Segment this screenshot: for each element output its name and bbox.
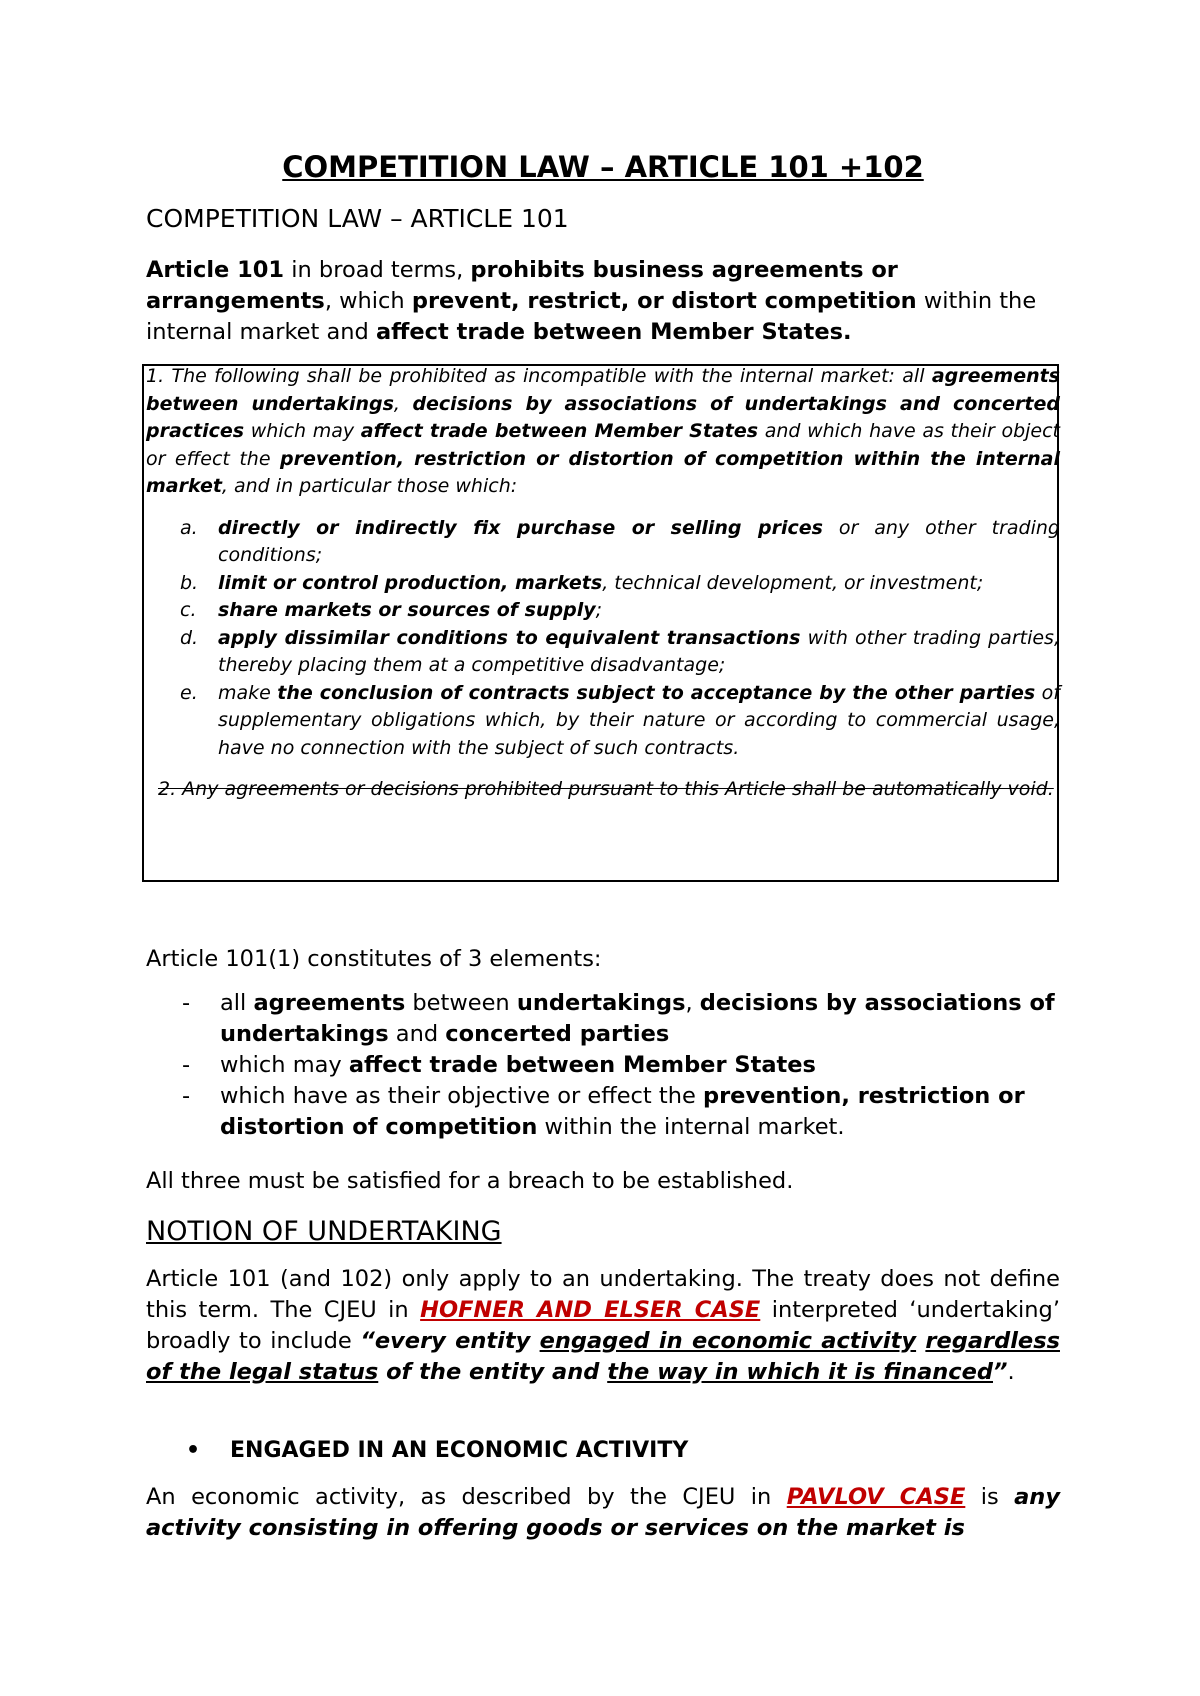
undertaking-quote: “every entity — [360, 1328, 540, 1354]
dash-bullet: - — [182, 1083, 191, 1109]
list-item — [146, 625, 1060, 680]
undertaking-paragraph — [146, 1264, 1060, 1388]
quote-text: , — [393, 392, 413, 415]
list-item — [146, 1050, 1060, 1081]
list-item — [146, 988, 1060, 1050]
quote-text: which may — [244, 420, 361, 442]
quote-paragraph-2: 2. Any agreements or decisions prohibited pursuant to this Article shall be automatically void. — [158, 778, 1054, 800]
element-text: affect trade between Member States — [348, 1052, 816, 1078]
treaty-quote — [146, 363, 1060, 804]
element-text: and — [388, 1021, 446, 1047]
undertaking-quote: the way in which it is financed — [607, 1359, 993, 1385]
element-text: within the internal market. — [537, 1114, 845, 1140]
undertaking-text: Article 101 (and 102) only apply to an undertaking. The treaty does not define this term. The CJEU in — [146, 1266, 1060, 1323]
intro-text: prohibits business agreements or arrangements — [146, 257, 898, 314]
section-heading-undertaking: NOTION OF UNDERTAKING — [146, 1216, 502, 1247]
item-text: of supplementary obligations which, by their nature or according to commercial usage, have no connection with the subject of such contracts. — [218, 681, 1060, 759]
undertaking-quote: ” — [993, 1359, 1008, 1385]
item-bold: the conclusion of contracts subject to acceptance by the other parties — [277, 681, 1036, 704]
element-text: which have as their objective or effect the — [220, 1083, 703, 1109]
elements-lead: Article 101(1) constitutes of 3 elements: — [146, 946, 602, 972]
economic-text: any activity consisting in offering goods or services on the market is — [146, 1484, 1060, 1541]
dash-bullet: - — [182, 990, 191, 1016]
item-label: b. — [180, 571, 199, 594]
list-item — [146, 597, 1060, 625]
bullet-heading — [146, 1436, 688, 1466]
quote-paragraph-1 — [146, 363, 1060, 501]
intro-text: prevent, restrict, or distort competition — [411, 288, 917, 314]
quote-text: prevention, restriction or distortion of competition within the internal market — [146, 447, 1060, 497]
item-label: d. — [180, 626, 199, 649]
list-item — [146, 515, 1060, 570]
elements-list — [146, 988, 1060, 1143]
item-label: e. — [180, 681, 198, 704]
item-text: with other trading parties, thereby placing them at a competitive disadvantage; — [218, 626, 1060, 676]
element-text: decisions by associations of undertakings — [220, 990, 1055, 1047]
undertaking-text: . — [1007, 1359, 1015, 1385]
undertaking-text: interpreted ‘undertaking’ broadly to include — [146, 1297, 1060, 1354]
satisfied-sentence: All three must be satisfied for a breach to be established. — [146, 1168, 794, 1194]
case-reference-pavlov: PAVLOV CASE — [786, 1484, 966, 1510]
economic-activity-paragraph — [146, 1482, 1060, 1544]
undertaking-quote: regardless of the legal status — [146, 1328, 1060, 1385]
list-item — [146, 570, 1060, 598]
item-label: a. — [180, 516, 198, 539]
page-title: COMPETITION LAW – ARTICLE 101 +102 — [282, 150, 924, 184]
element-text: which may — [220, 1052, 349, 1078]
element-text: prevention, restriction or distortion of competition — [220, 1083, 1025, 1140]
economic-text: is — [965, 1484, 1015, 1510]
undertaking-quote: engaged in economic activity — [539, 1328, 917, 1354]
element-text: , — [685, 990, 700, 1016]
item-text: or any other trading conditions; — [218, 516, 1060, 566]
element-text: agreements — [253, 990, 406, 1016]
quote-text: affect trade between Member States — [360, 420, 759, 442]
bullet-dot: • — [186, 1438, 201, 1463]
intro-text: in broad terms, — [284, 257, 471, 283]
intro-text: Article 101 — [146, 257, 285, 283]
intro-paragraph — [146, 255, 1060, 348]
item-bold: share markets or sources of supply — [218, 599, 596, 621]
intro-text: within the internal market and — [146, 288, 1037, 345]
item-bold: directly or indirectly fix purchase or selling prices — [218, 516, 823, 539]
element-text: undertakings — [516, 990, 686, 1016]
element-text: concerted parties — [445, 1021, 670, 1047]
case-reference-hofner: HOFNER AND ELSER CASE — [420, 1297, 761, 1323]
quote-text: and which have as their object or effect the — [146, 420, 1060, 470]
item-label: c. — [180, 599, 197, 621]
intro-text: affect trade between Member States. — [375, 319, 852, 345]
list-item — [146, 1081, 1060, 1143]
element-text: between — [405, 990, 517, 1016]
dash-bullet: - — [182, 1052, 191, 1078]
economic-text: An economic activity, as described by the CJEU in — [146, 1484, 787, 1510]
list-item — [146, 680, 1060, 763]
prohibited-practices-list — [146, 515, 1060, 763]
undertaking-quote — [916, 1328, 925, 1354]
section-heading-article-101: COMPETITION LAW – ARTICLE 101 — [146, 204, 569, 233]
item-text: ; — [595, 599, 603, 621]
intro-text: , which — [324, 288, 412, 314]
quote-text: , and in particular those which: — [221, 475, 518, 497]
element-text: all — [220, 990, 254, 1016]
quote-text: 1. The following shall be prohibited as incompatible with the internal market: all — [146, 365, 932, 387]
undertaking-quote: of the entity and — [378, 1359, 608, 1385]
item-text: make — [218, 681, 278, 704]
item-bold: limit or control production, markets — [218, 571, 603, 594]
bullet-heading-text: ENGAGED IN AN ECONOMIC ACTIVITY — [230, 1438, 689, 1463]
quote-text: decisions by associations of undertakings and concerted practices — [146, 392, 1060, 442]
item-bold: apply dissimilar conditions to equivalent transactions — [218, 626, 801, 649]
quote-text: agreements between undertakings — [146, 365, 1060, 415]
item-text: , technical development, or investment; — [602, 571, 984, 594]
